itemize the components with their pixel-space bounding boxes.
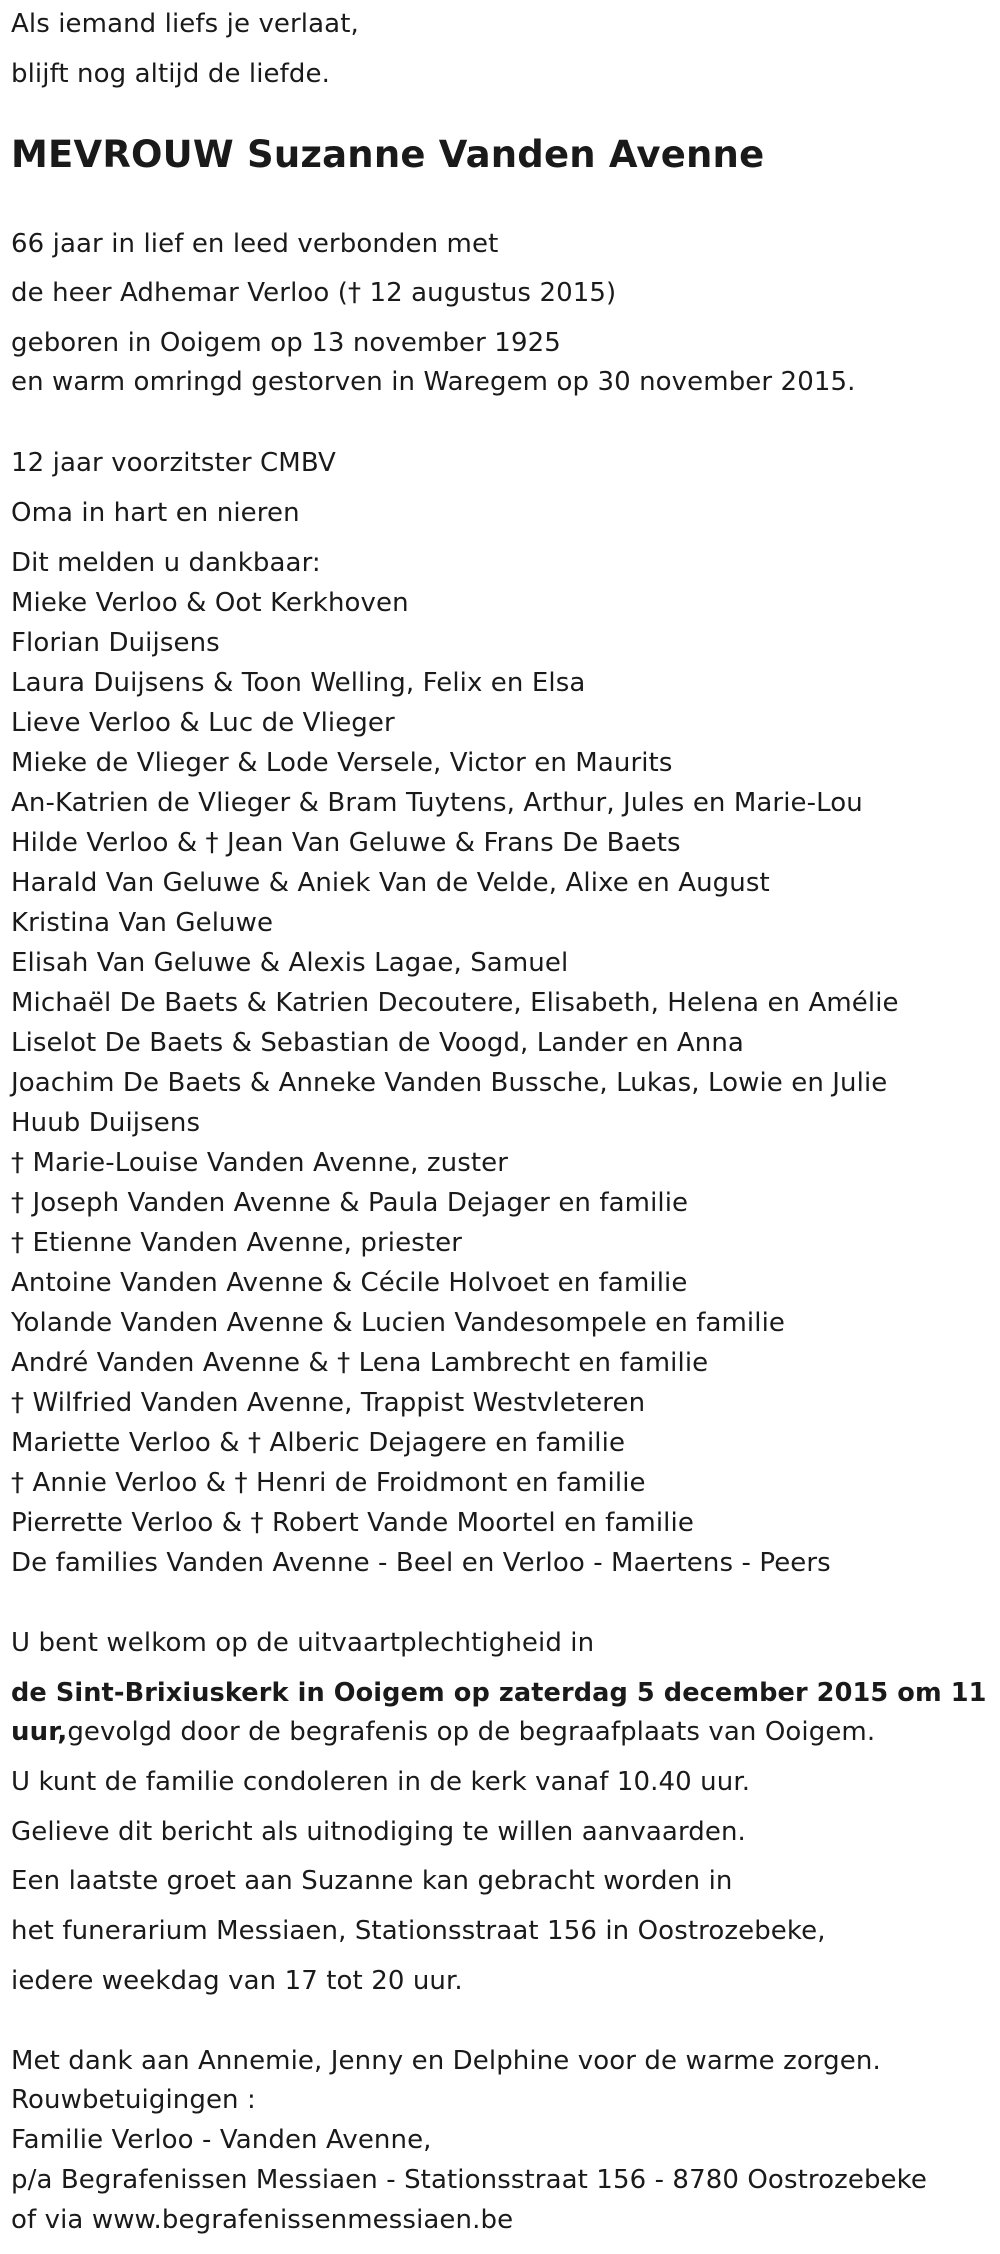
closing-line: of via www.begrafenissenmessiaen.be — [11, 2205, 514, 2235]
family-line: De families Vanden Avenne - Beel en Verloo - Maertens - Peers — [11, 1548, 831, 1578]
poem-line: blijft nog altijd de liefde. — [11, 59, 330, 89]
closing-line: Familie Verloo - Vanden Avenne, — [11, 2125, 432, 2155]
family-line: Hilde Verloo & † Jean Van Geluwe & Frans De Baets — [11, 828, 681, 858]
family-line: Yolande Vanden Avenne & Lucien Vandesompele en familie — [11, 1308, 785, 1338]
family-line: † Annie Verloo & † Henri de Froidmont en familie — [11, 1468, 646, 1498]
family-line: Pierrette Verloo & † Robert Vande Moortel en familie — [11, 1508, 694, 1538]
family-line: Joachim De Baets & Anneke Vanden Bussche, Lukas, Lowie en Julie — [11, 1068, 888, 1098]
family-line: Laura Duijsens & Toon Welling, Felix en Elsa — [11, 668, 586, 698]
family-line: Liselot De Baets & Sebastian de Voogd, Lander en Anna — [11, 1028, 744, 1058]
funeral-burial-text: gevolgd door de begrafenis op de begraafplaats van Ooigem. — [67, 1717, 876, 1747]
funeral-welcome: U bent welkom op de uitvaartplechtigheid in — [11, 1628, 595, 1658]
closing-line: Met dank aan Annemie, Jenny en Delphine voor de warme zorgen. — [11, 2046, 881, 2076]
funeral-church-line: de Sint-Brixiuskerk in Ooigem op zaterdag 5 december 2015 om 11 — [11, 1678, 987, 1708]
family-line: Harald Van Geluwe & Aniek Van de Velde, Alixe en August — [11, 868, 770, 898]
thanks-intro: Dit melden u dankbaar: — [11, 548, 321, 578]
family-line: Lieve Verloo & Luc de Vlieger — [11, 708, 395, 738]
family-line: Mariette Verloo & † Alberic Dejagere en familie — [11, 1428, 626, 1458]
bio-line: en warm omringd gestorven in Waregem op 30 november 2015. — [11, 367, 856, 397]
family-line: Elisah Van Geluwe & Alexis Lagae, Samuel — [11, 948, 569, 978]
family-line: Mieke Verloo & Oot Kerkhoven — [11, 588, 409, 618]
farewell-line: iedere weekdag van 17 tot 20 uur. — [11, 1966, 463, 1996]
role-line: 12 jaar voorzitster CMBV — [11, 448, 336, 478]
family-line: † Joseph Vanden Avenne & Paula Dejager en familie — [11, 1188, 689, 1218]
family-line: An-Katrien de Vlieger & Bram Tuytens, Arthur, Jules en Marie-Lou — [11, 788, 863, 818]
family-line: Mieke de Vlieger & Lode Versele, Victor en Maurits — [11, 748, 673, 778]
poem-line: Als iemand liefs je verlaat, — [11, 9, 359, 39]
family-line: † Wilfried Vanden Avenne, Trappist Westvleteren — [11, 1388, 646, 1418]
family-line: Kristina Van Geluwe — [11, 908, 274, 938]
family-line: Antoine Vanden Avenne & Cécile Holvoet en familie — [11, 1268, 688, 1298]
farewell-line: Een laatste groet aan Suzanne kan gebracht worden in — [11, 1866, 733, 1896]
bio-line: 66 jaar in lief en leed verbonden met — [11, 229, 499, 259]
family-line: Florian Duijsens — [11, 628, 220, 658]
funeral-church-line-2 — [11, 1716, 875, 1748]
condolences-line: U kunt de familie condoleren in de kerk vanaf 10.40 uur. — [11, 1767, 751, 1797]
oma-line: Oma in hart en nieren — [11, 498, 300, 528]
bio-line: de heer Adhemar Verloo († 12 augustus 2015) — [11, 278, 617, 308]
family-line: † Etienne Vanden Avenne, priester — [11, 1228, 463, 1258]
bio-line: geboren in Ooigem op 13 november 1925 — [11, 328, 561, 358]
deceased-name: MEVROUW Suzanne Vanden Avenne — [11, 133, 765, 176]
farewell-line: het funerarium Messiaen, Stationsstraat 156 in Oostrozebeke, — [11, 1916, 826, 1946]
closing-line: Rouwbetuigingen : — [11, 2085, 256, 2115]
family-line: André Vanden Avenne & † Lena Lambrecht en familie — [11, 1348, 709, 1378]
family-line: Huub Duijsens — [11, 1108, 201, 1138]
closing-line: p/a Begrafenissen Messiaen - Stationsstraat 156 - 8780 Oostrozebeke — [11, 2165, 927, 2195]
funeral-time-bold: uur, — [11, 1717, 68, 1747]
invitation-line: Gelieve dit bericht als uitnodiging te willen aanvaarden. — [11, 1817, 746, 1847]
family-line: † Marie-Louise Vanden Avenne, zuster — [11, 1148, 509, 1178]
family-line: Michaël De Baets & Katrien Decoutere, Elisabeth, Helena en Amélie — [11, 988, 899, 1018]
